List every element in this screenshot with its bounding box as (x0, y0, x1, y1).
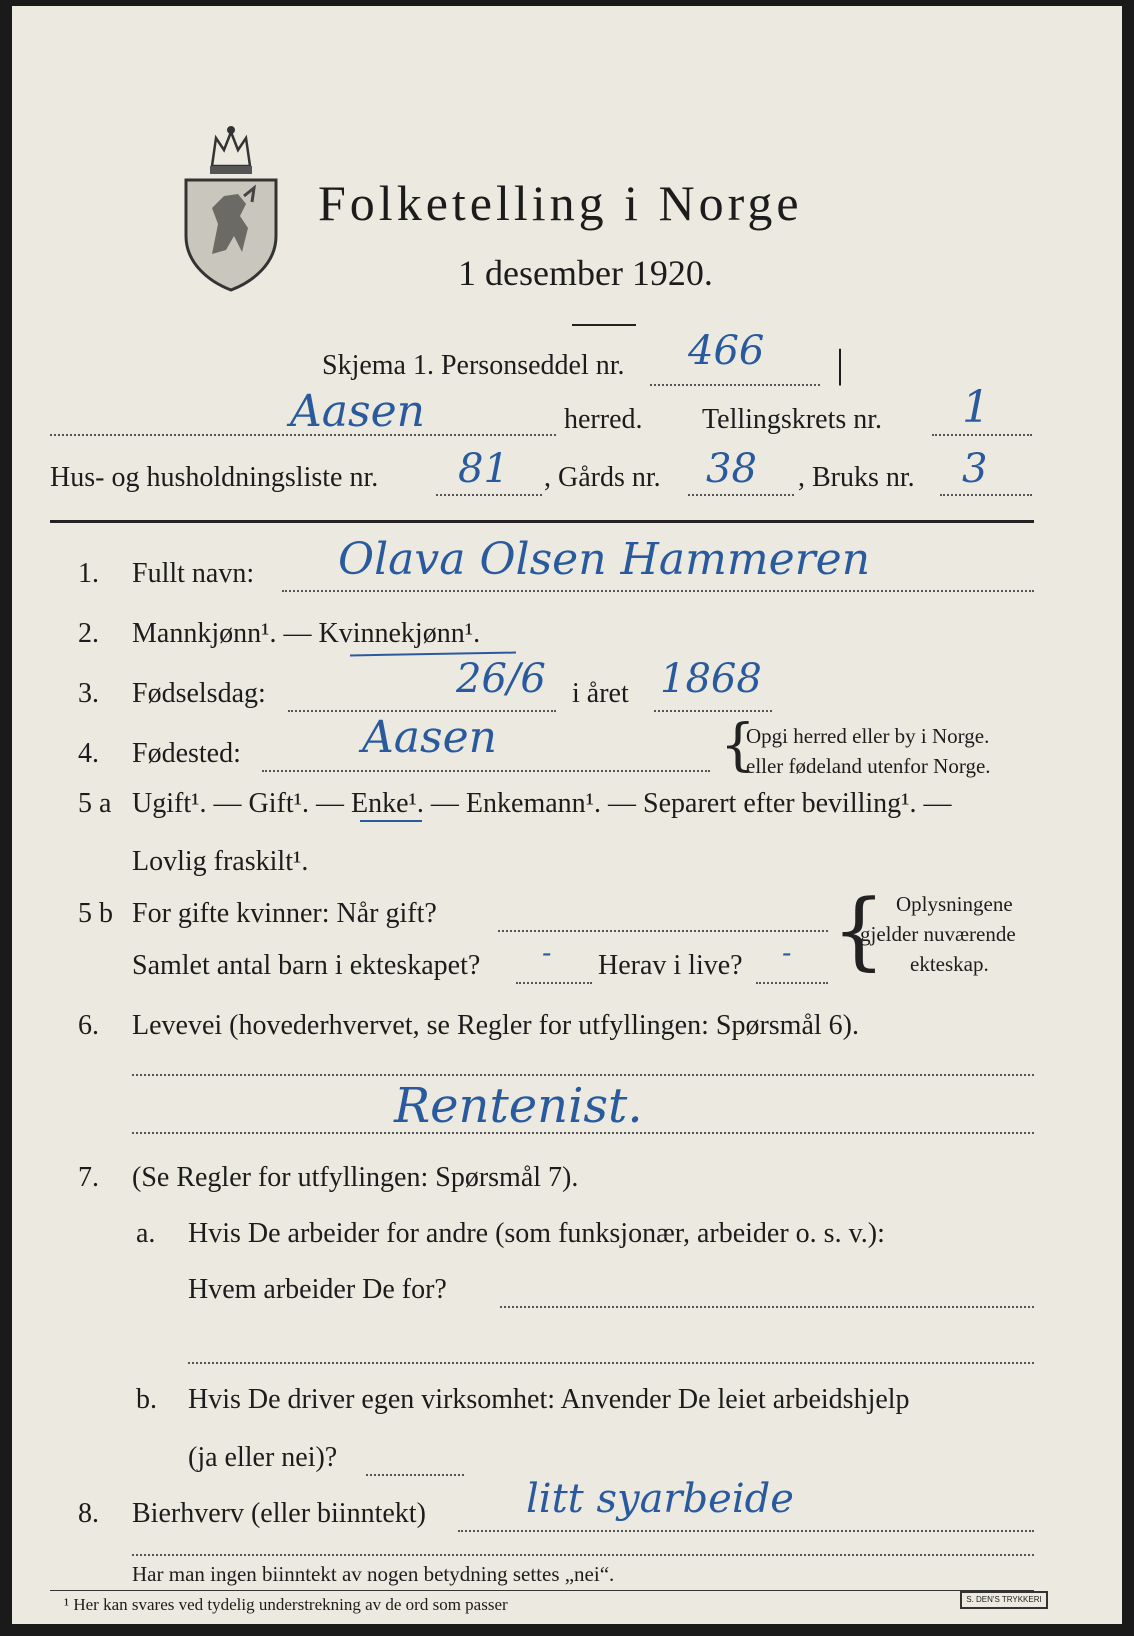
q8-label: Bierhverv (eller biinntekt) (132, 1498, 426, 1529)
q7a-letter: a. (136, 1218, 156, 1249)
printer-stamp (960, 1591, 1048, 1609)
footnote: ¹ Her kan svares ved tydelig understrekning av de ord som passer (64, 1595, 508, 1614)
q8-dots-2 (132, 1554, 1034, 1556)
q5a-line2: Lovlig fraskilt¹. (132, 846, 309, 877)
q5b-note-line1: Oplysningene (896, 892, 1013, 916)
tellingskrets-label: Tellingskrets nr. (702, 404, 883, 435)
q2-label: Mannkjønn¹. — Kvinnekjønn¹. (132, 618, 481, 649)
title-divider (572, 324, 636, 326)
q7b-line2: (ja eller nei)? (188, 1442, 338, 1473)
q3-year-label: i året (572, 678, 629, 709)
tellingskrets-value: 1 (962, 382, 990, 433)
schema-label: Skjema 1. Personseddel nr. (322, 350, 625, 381)
q5b-note-line3: ekteskap. (910, 952, 989, 976)
schema-mark: | (836, 341, 845, 386)
q7a-dots-1 (500, 1306, 1034, 1308)
q7b-dots (366, 1474, 464, 1476)
q5b-married-dots (498, 930, 828, 932)
q3-birth-day: 26/6 (456, 656, 546, 702)
bruks-label: , Bruks nr. (798, 462, 915, 493)
q4-brace: { (720, 713, 756, 778)
q6-dots-1 (132, 1074, 1034, 1076)
bruks-dots (940, 494, 1032, 496)
q6-label: Levevei (hovederhvervet, se Regler for utfyllingen: Spørsmål 6). (132, 1010, 859, 1041)
q3-birth-year: 1868 (660, 656, 762, 702)
q6-dots-2 (132, 1132, 1034, 1134)
q3-label: Fødselsdag: (132, 678, 266, 709)
q8-dots (458, 1530, 1034, 1532)
q5b-note-line2: gjelder nuværende (860, 922, 1016, 946)
q4-birthplace: Aasen (362, 712, 497, 763)
herred-label: herred. (564, 404, 643, 435)
header-divider (50, 520, 1034, 523)
printer-stamp-text: S. DEN'S TRYKKERI (966, 1595, 1042, 1604)
coat-of-arms-icon (182, 124, 280, 292)
q2-number: 2. (78, 618, 99, 649)
schema-dots (650, 384, 820, 386)
q5b-live-label: Herav i live? (598, 950, 743, 981)
q7b-letter: b. (136, 1384, 157, 1415)
q1-dots (282, 590, 1034, 592)
q4-number: 4. (78, 738, 99, 769)
q4-label: Fødested: (132, 738, 241, 769)
q5b-line2: Samlet antal barn i ekteskapet? (132, 950, 481, 981)
schema-number: 466 (688, 328, 765, 374)
q5b-live-dots (756, 982, 828, 984)
census-form (12, 6, 1122, 1624)
liste-dots (436, 494, 542, 496)
census-date: 1 desember 1920. (458, 253, 713, 293)
herred-value: Aasen (290, 386, 425, 437)
q5b-line1: For gifte kvinner: Når gift? (132, 898, 437, 929)
q5b-brace: { (832, 881, 886, 979)
q8-number: 8. (78, 1498, 99, 1529)
q7-label: (Se Regler for utfyllingen: Spørsmål 7). (132, 1162, 579, 1193)
gards-value: 38 (706, 446, 757, 492)
q1-label: Fullt navn: (132, 558, 255, 589)
q7a-line2: Hvem arbeider De for? (188, 1274, 447, 1305)
q5b-live-value: - (782, 936, 792, 969)
footer-note: Har man ingen biinntekt av nogen betydning settes „nei“. (132, 1562, 615, 1586)
q7-number: 7. (78, 1162, 99, 1193)
q4-note-line2: eller fødeland utenfor Norge. (746, 754, 991, 778)
q7a-line1: Hvis De arbeider for andre (som funksjonær, arbeider o. s. v.): (188, 1218, 885, 1249)
q4-note-line1: Opgi herred eller by i Norge. (746, 724, 990, 748)
gards-dots (688, 494, 794, 496)
form-title: Folketelling i Norge (318, 175, 803, 231)
q5a-number: 5 a (78, 788, 112, 819)
enke-underline (360, 820, 422, 822)
q8-side-income: litt syarbeide (526, 1476, 794, 1522)
gards-label: , Gårds nr. (544, 462, 661, 493)
q6-occupation: Rentenist. (394, 1078, 643, 1134)
q4-dots (262, 770, 710, 772)
q6-number: 6. (78, 1010, 99, 1041)
q3-number: 3. (78, 678, 99, 709)
q5b-barn-value: - (542, 936, 552, 969)
q7a-dots-2 (188, 1362, 1034, 1364)
q5b-number: 5 b (78, 898, 113, 929)
q1-number: 1. (78, 558, 99, 589)
q5b-barn-dots (516, 982, 592, 984)
bruks-value: 3 (962, 446, 988, 492)
q3-year-dots (654, 710, 772, 712)
q1-full-name: Olava Olsen Hammeren (338, 534, 871, 585)
q5a-line1: Ugift¹. — Gift¹. — Enke¹. — Enkemann¹. — Separert efter bevilling¹. — (132, 788, 952, 819)
liste-value: 81 (458, 446, 509, 492)
q7b-line1: Hvis De driver egen virksomhet: Anvender De leiet arbeidshjelp (188, 1384, 910, 1415)
footer-rule (50, 1590, 1034, 1591)
liste-label: Hus- og husholdningsliste nr. (50, 462, 379, 493)
tellingskrets-dots (932, 434, 1032, 436)
